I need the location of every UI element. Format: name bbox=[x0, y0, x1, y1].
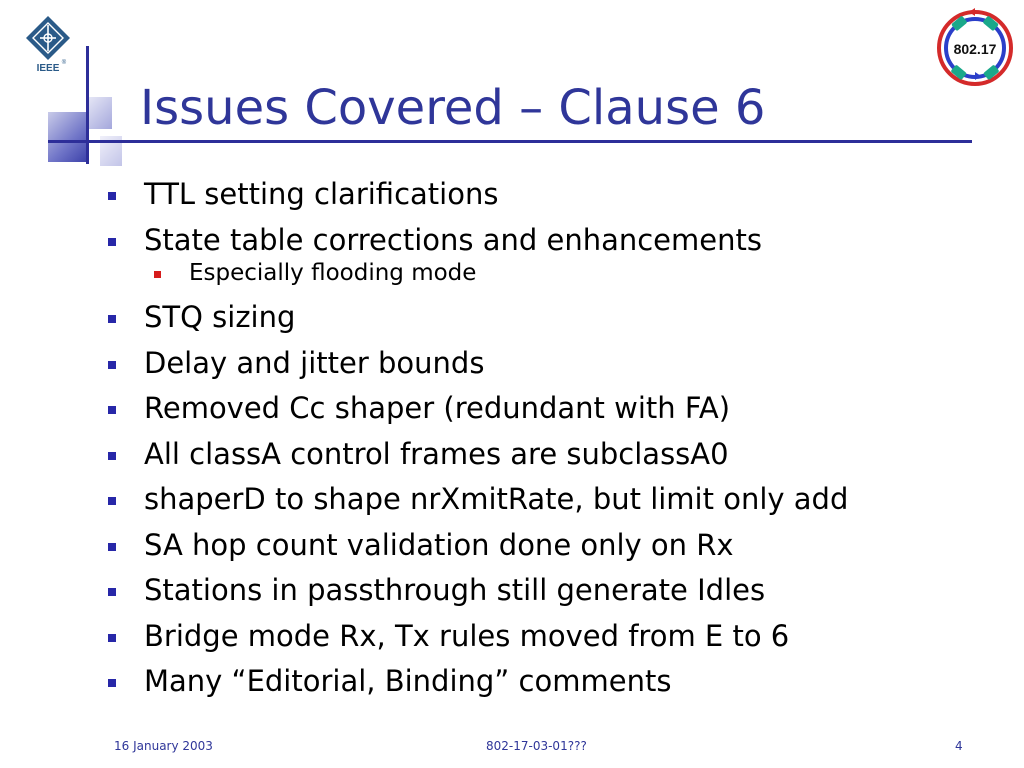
sub-list-item bbox=[104, 259, 848, 299]
slide-title: Issues Covered – Clause 6 bbox=[140, 80, 766, 136]
title-underline-rule bbox=[48, 140, 972, 143]
sub-list-item-text: Especially flooding mode bbox=[189, 260, 477, 286]
list-item-text: STQ sizing bbox=[144, 300, 296, 334]
list-item-text: Bridge mode Rx, Tx rules moved from E to 6 bbox=[144, 618, 790, 653]
bullet-square-icon bbox=[108, 315, 116, 323]
ring-logo-text: 802.17 bbox=[953, 41, 997, 57]
bullet-list bbox=[104, 176, 848, 709]
list-item bbox=[104, 299, 848, 345]
list-item-text: Removed Cc shaper (redundant with FA) bbox=[144, 391, 731, 425]
list-item-text: State table corrections and enhancements bbox=[144, 222, 762, 257]
list-item bbox=[104, 572, 848, 618]
title-vertical-rule bbox=[86, 46, 89, 164]
list-item bbox=[104, 663, 848, 709]
list-item bbox=[104, 481, 848, 527]
list-item bbox=[104, 436, 848, 482]
list-item-text: SA hop count validation done only on Rx bbox=[144, 527, 734, 562]
list-item bbox=[104, 176, 848, 222]
list-item bbox=[104, 527, 848, 573]
ieee-logo-text: IEEE bbox=[36, 63, 60, 74]
decor-square-large bbox=[48, 112, 88, 162]
list-item-text: TTL setting clarifications bbox=[144, 177, 499, 211]
list-item-text: Many “Editorial, Binding” comments bbox=[144, 664, 672, 698]
ieee-logo-registered-mark: ® bbox=[61, 60, 67, 66]
footer-page-number: 4 bbox=[955, 739, 963, 753]
list-item-text: Delay and jitter bounds bbox=[144, 345, 485, 380]
list-item bbox=[104, 618, 848, 664]
bullet-square-icon bbox=[108, 192, 116, 200]
list-item-text: Stations in passthrough still generate Idles bbox=[144, 573, 766, 607]
bullet-square-icon bbox=[108, 679, 116, 687]
bullet-square-icon bbox=[108, 588, 116, 596]
bullet-square-icon bbox=[108, 634, 116, 642]
bullet-square-icon bbox=[108, 238, 116, 246]
decor-square-top bbox=[88, 97, 112, 129]
bullet-square-icon bbox=[108, 406, 116, 414]
footer-date: 16 January 2003 bbox=[114, 739, 213, 753]
bullet-square-icon bbox=[108, 452, 116, 460]
bullet-square-icon bbox=[108, 361, 116, 369]
list-item bbox=[104, 345, 848, 391]
list-item-text: All classA control frames are subclassA0 bbox=[144, 436, 729, 471]
bullet-square-icon bbox=[108, 497, 116, 505]
ieee-logo bbox=[22, 14, 74, 74]
footer-document-id: 802-17-03-01??? bbox=[486, 739, 587, 753]
list-item bbox=[104, 390, 848, 436]
ring-logo-802-17 bbox=[931, 6, 1019, 90]
list-item-text: shaperD to shape nrXmitRate, but limit only add bbox=[144, 482, 849, 516]
bullet-square-icon bbox=[108, 543, 116, 551]
sub-bullet-square-icon bbox=[154, 271, 161, 278]
